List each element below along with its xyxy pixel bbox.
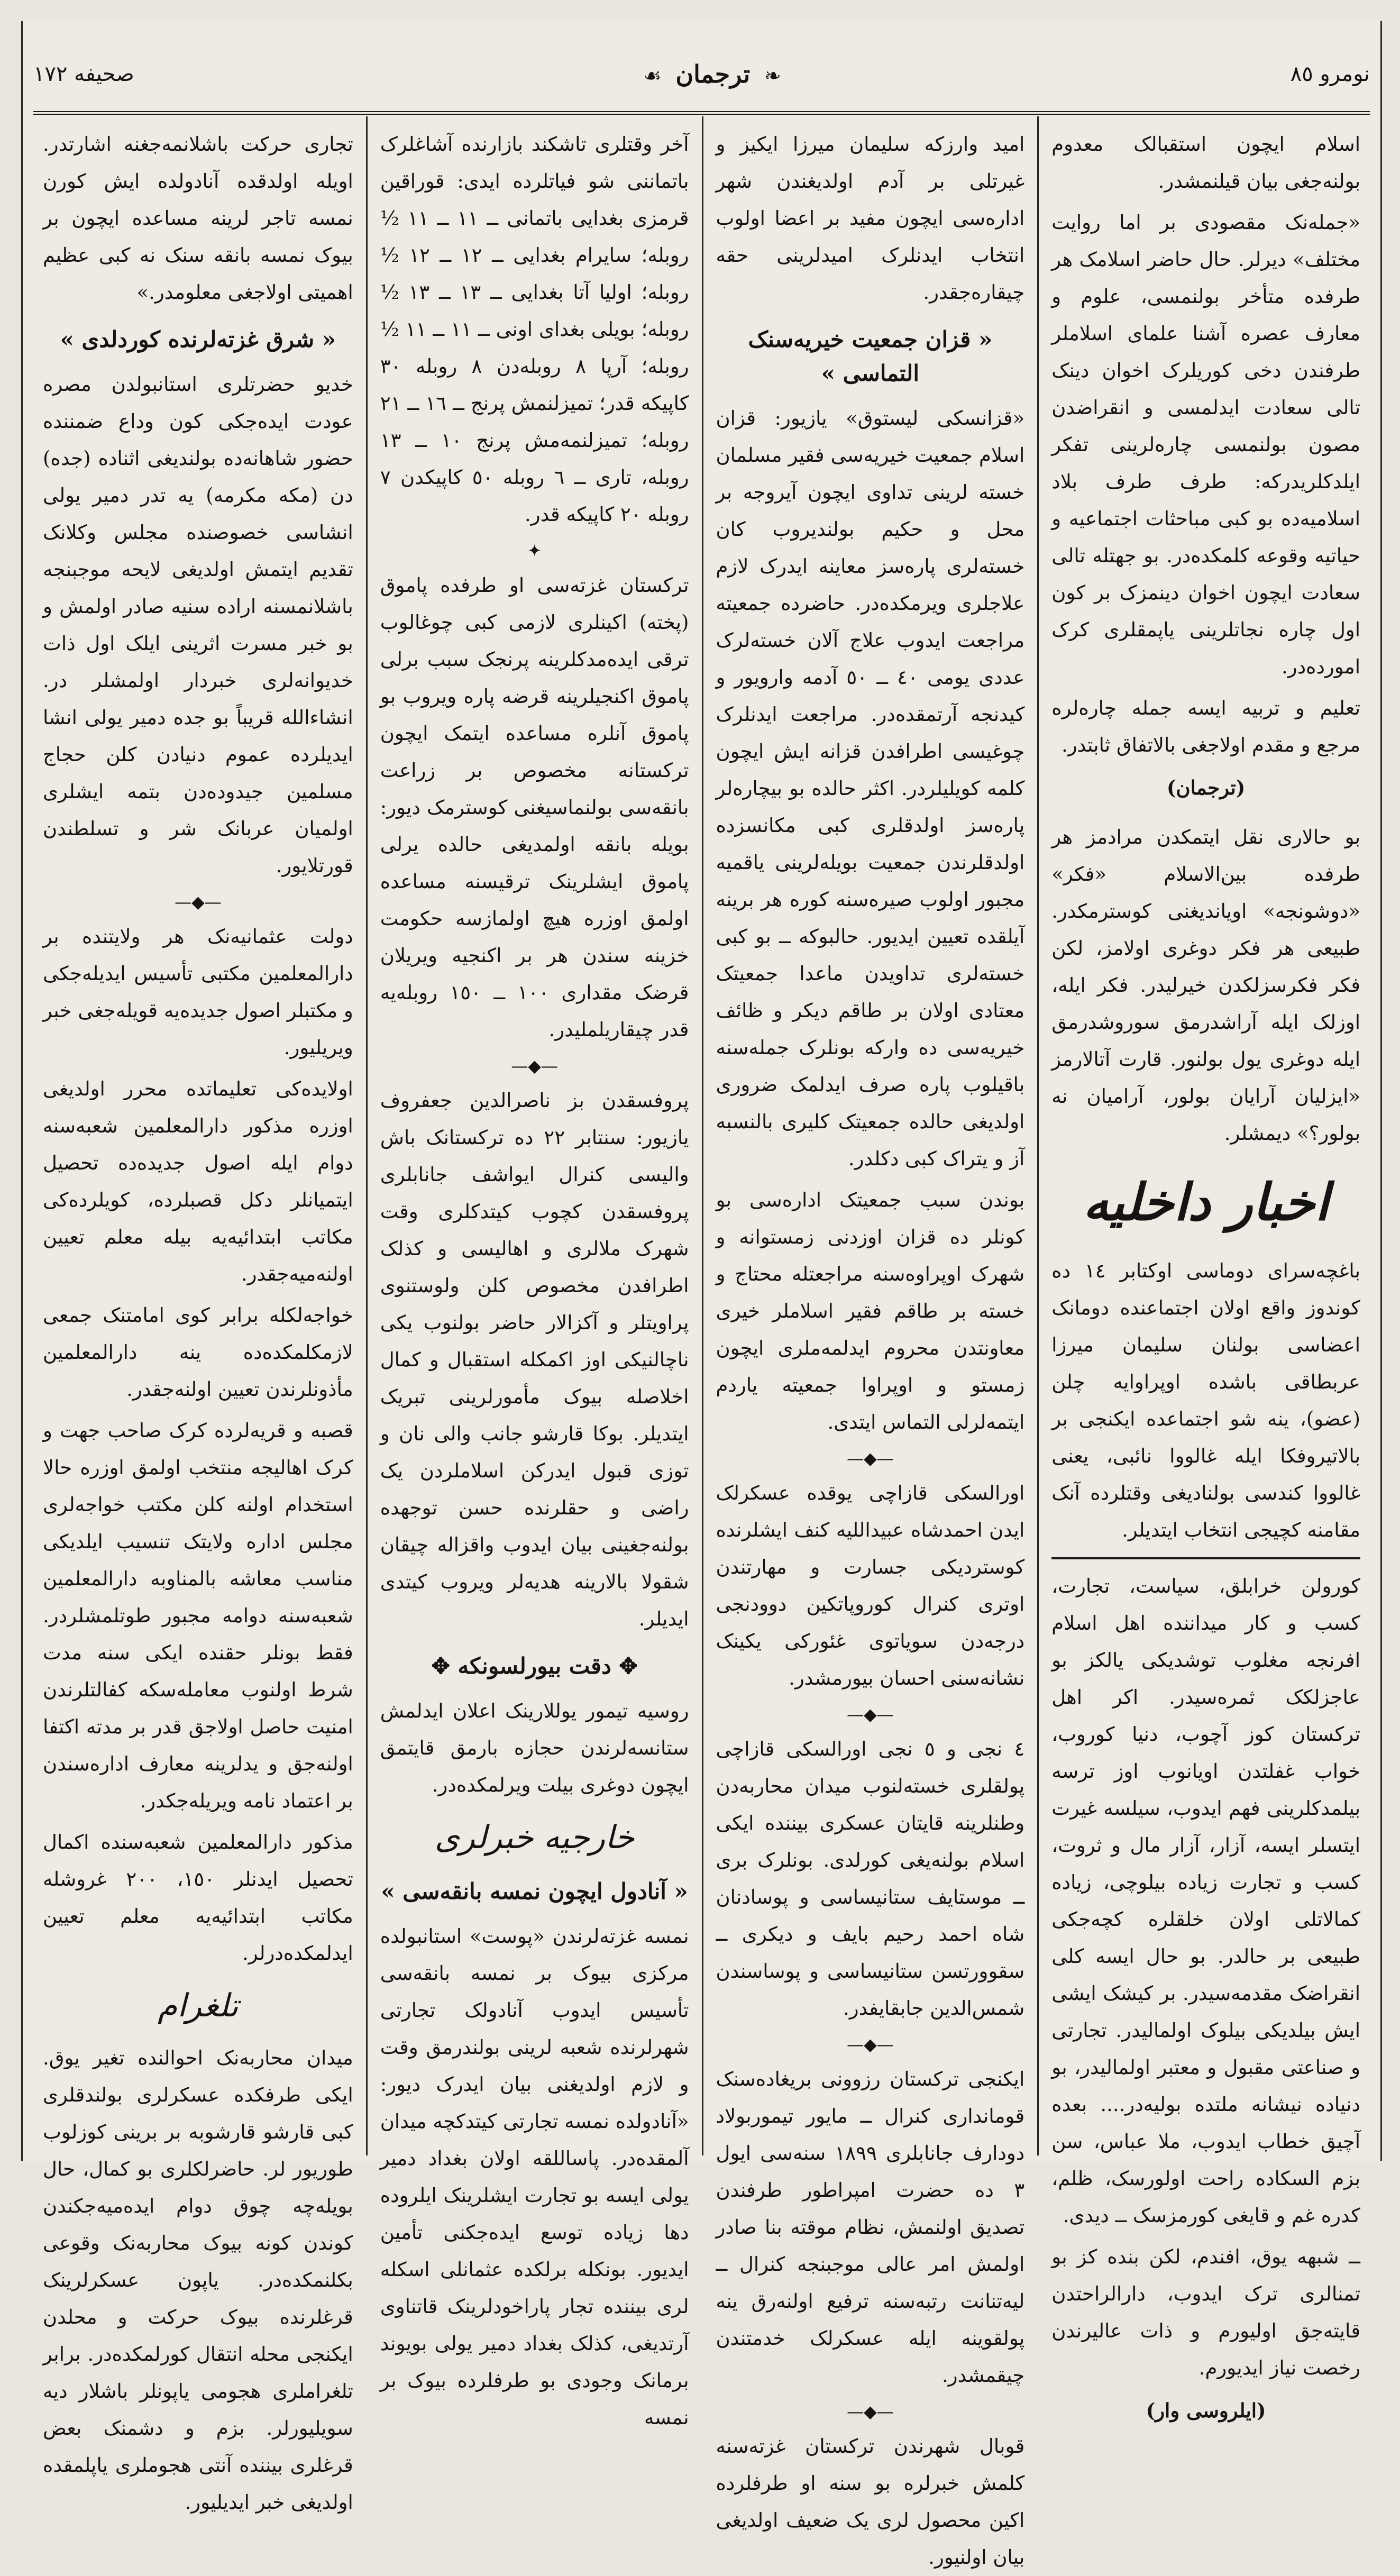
masthead xyxy=(33,37,1370,115)
article-paragraph: ترکستان غزته‌سی او طرفده پاموق (پخته) اکینلری لازمی کبی چوغالوب ترقی ایده‌مدکلرینه پرنجک سبب برلی پاموق اکنجیلرینه قرضه پاره ویروب بو پاموق آنلره مساعده ایتمک ایچون ترکستانه مخصوص بر زراعت بانقه‌سی بولنماسیغنی کوسترمک دیور: بویله بانقه اولمدیغی حالده یرلی پاموق ایشلرینک ترقیسنه مساعده اولمق اوزره هیچ اولمازسه حکومت خزینه سندن هر بر اکنجیه ویریلان قرضک مقداری ١٠٠ ــ ١٥٠ روبله‌یه قدر چیقاریلملیدر. xyxy=(380,574,689,1041)
article-paragraph: امید وارزکه سلیمان میرزا ایکیز و غیرتلی بر آدم اولدیغندن شهر ادارەسی ایچون مفید بر اعضا اولوب انتخاب ایدنلرک امیدلرینی حقه چیقاره‌جقدر. xyxy=(716,133,1025,304)
article-paragraph: تجاری حرکت باشلانمه‌جغنه اشارتدر. اویله اولدقده آنادولده ایش کورن نمسه تاجر لرینه مساعده ایچون بر بیوک نمسه بانقه سنک نه کبی عظیم اهمیتی اولاجغی معلومدر.» xyxy=(43,133,353,304)
article-paragraph: کورولن خرابلق، سیاست، تجارت، کسب و کار میداننده اهل اسلام افرنجه مغلوب توشدیکی یالکز بو عاجزلکک ثمره‌سیدر. اکر اهل ترکستان کوز آچوب، دنیا کوروب، خواب غفلتدن اویانوب اوز ترسه بیلمدکلرینی فهم ایدوب، سیلسه غیرت ایتسلر ایسه، آزار، آزار مال و ثروت، کسب و تجارت زیاده بیلوچی، زیاده کمالاتلی اولان خلقلره کچه‌جکی طبیعی بر حالدر. بو حال ایسه کلی انقراضک مقدمه‌سیدر. بر کیشک ایشی ایش بیلدیکی بیلوک اولمالیدر. تجارتی و صناعتی مقبول و معتبر اولمالیدر، بو دنیاده نیشانه ملتده بولیه‌در.... بعده آچیق خطاب ایدوب، ملا عباس، سن بزم السکاده راحت اولورسک، ظلم، کدره غم و قایغی کورمزسک ــ دیدی. xyxy=(1051,1575,1360,2227)
column-1 xyxy=(1037,116,1373,2422)
article-paragraph: پروفسقدن بز ناصرالدین جعفروف یازیور: سنتابر ٢٢ ده ترکستانک باش والیسی کنرال ایواشف جانابلری پروفسقدن کچوب کیتدکلری وقت شهرک ملالری و اهالیسی و کذلک اطرافدن مخصوص کلن ولوستنوی پراویتلر و آکزالار حاضر بولنوب یکی ناچالنیکی اوز اکمکله استقبال و کمال اخلاصله بیوک مأمورلرینی تبریک ایتدیلر. بوکا قارشو جانب والی نان و توزی قبول ایدرکن اسلاملردن یک راضی و حقلرنده حسن توجهده بولنه‌جغینی بیان ایدوب واقزاله چیقان شقولا بالارینه هدیەلر ویروب کیتدی ایدیلر. xyxy=(380,1089,689,1630)
section-title: تلغرام xyxy=(158,1987,239,2024)
article-paragraph: اسلام ایچون استقبالک معدوم بولنه‌جغی بیان قیلنمشدر. xyxy=(1051,133,1360,193)
column-4 xyxy=(30,116,366,2514)
separator-icon: —◆— xyxy=(847,2401,894,2422)
article-paragraph: بوندن سبب جمعیتک ادارەسی بو کونلر ده قزان اوزدنی زمستوانه و شهرک اوپراوه‌سنه مراجعتله محتاج و خسته بر طاقم فقیر اسلاملر خیری معاونتدن محروم ایدلمه‌ملری ایچون زمستو و اوپراوا جمعیته یاردم ایتمه‌لرلی التماس ایتدی. xyxy=(716,1189,1025,1433)
article-paragraph: قوبال شهرندن ترکستان غزته‌سنه کلمش خبرلره بو سنه او طرفلرده اکین محصول لری یک ضعیف اولدیغی بیان اولنیور. xyxy=(716,2435,1025,2569)
ornament-icon: ❧ xyxy=(764,64,781,87)
article-signature: (ترجمان) xyxy=(1166,776,1246,799)
page-number: صحیفه ١٧٢ xyxy=(33,62,134,86)
separator-icon: —◆— xyxy=(175,892,222,912)
article-paragraph: ایکنجی ترکستان رزوونی بریغاده‌سنک قومانداری کنرال ــ مایور تیموربولاد دودارف جانابلری ١٨٩٩ سنه‌سی ایول ٣ ده حضرت امپراطور طرفندن تصدیق اولنمش، نظام موقته بنا صادر اولمش امر عالی موجبنجه کنرال ــ لیه‌تنانت رتبه‌سنه ترفیع اولنەرق ینه پولقوینه ایله عسکرلک خدمتندن چیقمشدر. xyxy=(716,2068,1025,2387)
article-paragraph: باغچه‌سرای دوماسی اوکتابر ١٤ ده کوندوز واقع اولان اجتماعنده دومانک اعضاسی بولنان سلیمان میرزا عربطاقی باشده اوپراوایه چلن (عضو)، ینه شو اجتماعده ایکنجی بر بالاتیروفکا ایله غالووا نائبی، یعنی غالووا کندسی بولنادیغی وقتلرده آنک مقامنه کچیجی انتخاب ایتدیلر. xyxy=(1051,1259,1360,1541)
article-paragraph: ٤ نجی و ٥ نجی اورالسکی قازاچی پولقلری خسته‌لنوب میدان محاربه‌دن وطنلرینه قایتان عسکری بیننده ایکی اسلام بولنه‌یغی کورلدی. بونلرک بری ــ موستایف ستانیساسی و پوسادنان شاه احمد رحیم بایف و دیکری ــ سقوورتسن ستانیساسی و پوساسندن شمس‌الدین جابقایفدر. xyxy=(716,1738,1025,2020)
article-headline: « قزان جمعیت خیریه‌سنک التماسی » xyxy=(748,326,993,386)
article-paragraph: «جمله‌نک مقصودی بر اما روایت مختلف» دیرلر. حال حاضر اسلامک هر طرفده متأخر بولنمسی، علوم و معارف عصره آشنا علمای اسلاملر طرفندن دخی کوریلرک اخوان دینک تالی سعادت ایدلمسی و انقراضدن مصون بولنمسی چاره‌لرینی تفکر ایلدکلریدرکه: طرف طرف بلاد اسلامیه‌ده بو کبی مباحثات اجتماعیه و حیاتیه وقوعه کلمکده‌در. بو جهتله تالی سعادت ایچون اخوان دینمزک بر کون اول چاره نجاتلرینی یاپمقلری کرک امورده‌در. xyxy=(1051,211,1360,678)
article-paragraph: مذکور دارالمعلمین شعبه‌سنده اکمال تحصیل ایدنلر ١٥٠، ٢٠٠ غروشله مکاتب ابتدائیه‌یه معلم تعیین ایدلمکده‌درلر. xyxy=(43,1831,353,1965)
section-title: اخبار داخلیه xyxy=(1083,1172,1329,1232)
separator-icon: —◆— xyxy=(847,1704,894,1724)
article-paragraph: اورالسکی قازاچی یوقده عسکرلک ایدن احمدشاه عبیداللیه کنف ایشلرنده کوستردیکی جسارت و مهارتندن اوتری کنرال کوروپاتکین دوودنجی درجه‌دن سویاتوی غئورکی یکینک نشانه‌سنی احسان بیورمشدر. xyxy=(716,1482,1025,1689)
article-paragraph: نمسه غزته‌لرندن «پوست» استانبولده مرکزی بیوک بر نمسه بانقه‌سی تأسیس ایدوب آنادولک تجارتی شهرلرنده شعبه لرینی بولندرمق وقت و لازم اولدیغنی بیان ایدرک دیور: «آنادولده نمسه تجارتی کیتدکچه میدان آلمقده‌در. پاساللقه اولان بغداد دمیر یولی ایسه بو تجارت ایشلرینک ایلروده دها زیاده توسع ایده‌جکنی تأمین ایدیور. بونکله برلکده عثمانلی اسکله لری بیننده تجار پاراخودلرینک قاتناوی آرتدیغی، کذلک بغداد دمیر یولی بویوند برمانک وجودی بو طرفلرده بیوک بر نمسه xyxy=(380,1925,689,2429)
article-paragraph: آخر وقتلری تاشکند بازارنده آشاغلرک باتماننی شو فیاتلرده ایدی: قوراقین قرمزی بغدایی باتمانی ــ ١١ ــ ١١ ½ روبله؛ سایرام بغدایی ــ ١٢ ــ ١٢ ½ روبله؛ اولیا آتا بغدایی ــ ١٣ ــ ١٣ ½ روبله؛ بویلی بغدای اونی ــ ١١ ــ ١١ ½ روبله؛ آرپا ٨ روبله‌دن ٨ روبله ٣٠ کاپیکه قدر؛ تمیزلنمش پرنج ــ ١٦ ــ ٢١ روبله؛ تمیزلنمه‌مش پرنج ١٠ ــ ١٣ روبله، تاری ــ ٦ روبله ٥٠ کاپیکدن ٧ روبله ٢٠ کاپیکه قدر. xyxy=(380,133,689,526)
issue-number: نومرو ٨٥ xyxy=(1290,62,1370,86)
separator-icon: —◆— xyxy=(511,1056,558,1076)
article-paragraph: اولایده‌کی تعلیماتده محرر اولدیغی اوزره مذکور دارالمعلمین شعبه‌سنه دوام ایله اصول جدیده‌ده تحصیل ایتمیانلر دکل قصبلرده، کویلرده‌کی مکاتب ابتدائیه‌یه بیله معلم تعیین اولنه‌میه‌جقدر. xyxy=(43,1077,353,1285)
article-headline: « آنادول ایچون نمسه بانقه‌سی » xyxy=(381,1878,688,1904)
ornament-icon: ☙ xyxy=(643,64,662,87)
article-headline: ✥ دقت بیورلسونکه ✥ xyxy=(431,1653,638,1679)
article-headline: « شرق غزته‌لرنده کوردلدی » xyxy=(60,326,336,352)
columns xyxy=(30,116,1373,2569)
column-2 xyxy=(702,116,1038,2569)
newspaper-title-block xyxy=(636,60,789,88)
newspaper-title: ترجمان xyxy=(675,60,751,88)
article-paragraph: بو حالاری نقل ایتمکدن مرادمز هر طرفده بین‌الاسلام «فکر» «دوشونجه» اویاندیغنی کوسترمکدر. طبیعی هر فکر دوغری اولامز، لکن فکر فکرسزلکدن خیرلیدر. فکر ایله، اوزلک ایله آراشدرمق سوروشدرمق ایله دوغری یول بولنور. قارت آتالارمز «ایزلیان آرایان بولور، آرامیان نه بولور؟» دیمشلر. xyxy=(1051,826,1360,1145)
separator-icon: ✦ xyxy=(527,541,542,561)
section-title: خارجیه خبرلری xyxy=(434,1819,635,1856)
article-headline-text: دقت بیورلسونکه xyxy=(457,1653,611,1679)
article-headline-text: شرق غزته‌لرنده کوردلدی xyxy=(81,326,315,352)
article-headline-text: آنادول ایچون نمسه بانقه‌سی xyxy=(402,1878,666,1904)
article-paragraph: میدان محاربه‌نک احوالنده تغیر یوق. ایکی طرفکده عسکرلری بولندقلری کبی قارشو قارشوبه بر برینی کوزلوب طوریور لر. حاضرلکلری بو کمال، حال بویله‌چه چوق دوام ایده‌میه‌جکندن کوندن کونه بیوک محاربه‌نک وقوعی بکلنمکده‌در. یاپون عسکرلرینک قرغلرنده بیوک حرکت و محلدن ایکنجی محله انتقال کورلمکده‌در. برابر تلغراملری هجومی یاپونلر باشلار دیه سویلیورلر. بزم و دشمنک بعض قرغلری بیننده آنتی هجوملری یاپلمقده اولدیغی خبر ایدیلیور. xyxy=(43,2047,353,2514)
separator-icon: —◆— xyxy=(847,1448,894,1468)
article-paragraph: دولت عثمانیه‌نک هر ولایتنده بر دارالمعلمین مکتبی تأسیس ایدیله‌جکی و مکتبلر اصول جدیده‌یه قویله‌جغی خبر ویریلیور. xyxy=(43,925,353,1059)
article-paragraph: روسیه تیمور یوللارینک اعلان ایدلمش ستانسه‌لرندن حجازه بارمق قایتمق ایچون دوغری بیلت ویرلمکده‌در. xyxy=(380,1700,689,1796)
article-paragraph: قصبه و قریەلرده کرک صاحب جهت و کرک اهالیجه منتخب اولمق اوزره حالا استخدام اولنه کلن مکتب خواجەلری مجلس ادارە ولایتک تنسیب ایلدیکی مناسب معاشه بالمناوبه دارالمعلمین شعبه‌سنه دوامه مجبور طوتلمشلردر. فقط بونلر حقنده ایکی سنه مدت شرط اولنوب معاملەسکه کفالتلرندن امنیت حاصل اولاجق قدر بر مدته اکتفا اولنه‌جق و یدلرینه معارف ادارەسندن بر اعتماد نامه ویریله‌جکدر. xyxy=(43,1419,353,1812)
newspaper-page xyxy=(21,21,1382,2569)
article-paragraph: خدیو حضرتلری استانبولدن مصره عودت ایده‌جکی کون وداع ضمننده حضور شاهانه‌ده بولندیغی اثناده (جده) دن (مکه مکرمه) یه تدر دمیر یولی انشاسی خصوصنده مجلس وکلانک تقدیم ایتمش اولدیغی لایحه موجبنجه باشلانمسنه اراده سنیه صادر اولمش و بو خبر مسرت اثرینی ایلک اول ذات خدیوانەلری خبردار اولمشلر در. انشاءالله قریباً بو جده دمیر یولی انشا ایدیلرده عموم دنیادن کلن حجاج مسلمین جیدوده‌دن بتمه ایشلری اولمیان عربانک شر و تسلطندن قورتلایور. xyxy=(43,373,353,877)
divider xyxy=(1051,1557,1360,1559)
article-headline-text: قزان جمعیت خیریه‌سنک التماسی xyxy=(748,326,971,386)
separator-icon: —◆— xyxy=(847,2034,894,2054)
article-paragraph: تعلیم و تربیه ایسه جمله چاره‌لره مرجع و مقدم اولاجغی بالاتفاق ثابتدر. xyxy=(1051,697,1360,756)
article-paragraph: «قزانسکی لیستوق» یازیور: قزان اسلام جمعیت خیریه‌سی فقیر مسلمان خسته لرینی تداوی ایچون آیروجه بر محل و حکیم بولندیروب کان خسته‌لری پاره‌سز معاینه ایدرک لازم علاجلری ویرمکده‌در. حاضرده جمعیته مراجعت ایدوب علاج آلان خسته‌لرک عددی یومی ٤٠ ــ ٥٠ آدمه وارویور و کیدنجه آرتمقده‌در. مراجعت ایدنلرک چوغیسی اطرافدن قزانه ایش ایچون کلمه کویلیلردر. اکثر حالده بو بیچاره‌لر پاره‌سز اولدقلری کبی مکانسزده اولدقلرندن جمعیت بویله‌لرینی یاقمیه مجبور اولوب صیره‌سنه کوره هر برینه آیلقده تعیین ایدیور. حالبوکه ــ بو کبی خسته‌لری تداویدن ماعدا جمعیتک معتادی اولان بر طاقم دیکر و ظائف خیریه‌سی ده وارکه بونلرک جمله‌سنه باقیلوب پاره صرف ایدلمک ضروری اولدیغی حالده جمعیتک کلیری بالنسبه آز و یتراک کبی دکلدر. xyxy=(716,407,1025,1170)
column-3 xyxy=(366,116,702,2429)
article-signature: (ایلروسی وار) xyxy=(1146,2399,1266,2422)
article-paragraph: ــ شبهه یوق، افندم، لکن بنده کز بو تمنالری ترک ایدوب، دارالراحتدن قایته‌جق اولیورم و ذات عالیرندن رخصت نیاز ایدیورم. xyxy=(1051,2245,1360,2379)
article-paragraph: خواجه‌لکله برابر کوی امامتنک جمعی لازمکلمکده‌ده ینه دارالمعلمین مأذونلرندن تعیین اولنه‌جقدر. xyxy=(43,1304,353,1401)
